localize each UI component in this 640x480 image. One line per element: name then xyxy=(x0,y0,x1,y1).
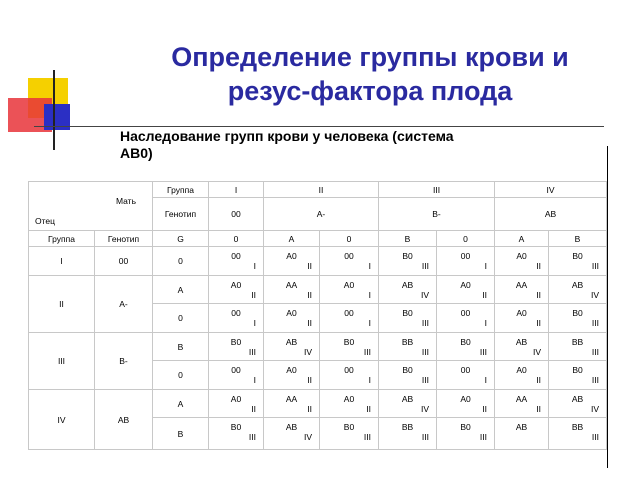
offspring-group: III xyxy=(363,432,372,442)
father-gamete: 0 xyxy=(153,361,209,390)
offspring-cell xyxy=(264,304,320,333)
offspring-cell xyxy=(379,390,437,418)
offspring-cell xyxy=(437,276,495,304)
offspring-genotype: A0 xyxy=(516,365,527,375)
offspring-group: III xyxy=(479,432,488,442)
offspring-genotype: A0 xyxy=(516,251,527,261)
offspring-cell xyxy=(495,247,549,276)
offspring-genotype: BB xyxy=(401,337,414,347)
offspring-cell xyxy=(320,418,379,450)
offspring-group: IV xyxy=(532,347,542,357)
offspring-cell xyxy=(320,333,379,361)
offspring-genotype: A0 xyxy=(230,394,242,404)
offspring-group: I xyxy=(368,375,372,385)
offspring-group: II xyxy=(536,318,542,328)
offspring-genotype: 00 xyxy=(460,251,471,261)
offspring-group: I xyxy=(484,318,488,328)
offspring-genotype: AB xyxy=(571,280,584,290)
offspring-group: IV xyxy=(590,290,600,300)
offspring-group: II xyxy=(307,261,312,271)
offspring-genotype: 00 xyxy=(231,251,241,261)
offspring-genotype: 00 xyxy=(231,365,241,375)
father-genotype-III: B- xyxy=(95,333,153,390)
offspring-genotype: A0 xyxy=(286,365,297,375)
offspring-genotype: AB xyxy=(401,394,414,404)
father-group-III: III xyxy=(29,333,95,390)
title-line-2: резус-фактора плода xyxy=(227,76,513,106)
offspring-group: III xyxy=(421,347,430,357)
offspring-group: IV xyxy=(303,347,312,357)
offspring-genotype: AB xyxy=(285,337,298,347)
offspring-cell xyxy=(264,247,320,276)
mother-genotype-IV: AB xyxy=(495,198,607,231)
offspring-group: II xyxy=(307,375,312,385)
offspring-genotype: A0 xyxy=(460,280,471,290)
mother-genotype-II: A- xyxy=(264,198,379,231)
offspring-group: II xyxy=(536,290,542,300)
offspring-genotype: A0 xyxy=(286,251,297,261)
offspring-group: IV xyxy=(420,404,430,414)
offspring-genotype: B0 xyxy=(402,308,413,318)
offspring-genotype: AA xyxy=(515,280,528,290)
father-group-IV: IV xyxy=(29,390,95,450)
offspring-genotype: AB xyxy=(285,422,298,432)
offspring-cell xyxy=(495,333,549,361)
subtitle-line-2: АВ0) xyxy=(120,145,153,161)
offspring-cell xyxy=(495,304,549,333)
offspring-cell xyxy=(264,418,320,450)
offspring-cell xyxy=(320,304,379,333)
offspring-group: III xyxy=(421,261,430,271)
offspring-genotype: AB xyxy=(515,422,528,432)
mother-gamete: A xyxy=(495,231,549,247)
offspring-group: II xyxy=(536,404,542,414)
offspring-cell xyxy=(264,390,320,418)
offspring-genotype: 00 xyxy=(344,308,354,318)
offspring-group: III xyxy=(421,432,430,442)
offspring-cell xyxy=(549,390,607,418)
father-gamete: B xyxy=(153,333,209,361)
offspring-group: II xyxy=(482,404,488,414)
offspring-cell xyxy=(379,333,437,361)
offspring-genotype: 00 xyxy=(460,365,471,375)
offspring-group: IV xyxy=(590,404,600,414)
offspring-cell xyxy=(437,304,495,333)
offspring-cell xyxy=(209,418,264,450)
offspring-group: III xyxy=(479,347,488,357)
offspring-genotype: B0 xyxy=(572,308,583,318)
mother-group-II: II xyxy=(264,182,379,198)
father-gamete: B xyxy=(153,418,209,450)
offspring-genotype: AA xyxy=(285,394,298,404)
offspring-group: I xyxy=(253,375,256,385)
offspring-genotype: 00 xyxy=(344,251,354,261)
offspring-genotype: AA xyxy=(515,394,528,404)
mother-genotype-III: B- xyxy=(379,198,495,231)
mother-group-I: I xyxy=(209,182,264,198)
father-genotype-I: 00 xyxy=(95,247,153,276)
father-label: Отец xyxy=(35,216,56,226)
offspring-cell xyxy=(495,361,549,390)
offspring-group: III xyxy=(363,347,372,357)
mother-group-IV: IV xyxy=(495,182,607,198)
offspring-genotype: B0 xyxy=(572,251,583,261)
right-divider-line xyxy=(607,146,608,468)
father-gamete: 0 xyxy=(153,247,209,276)
mother-gamete: A xyxy=(264,231,320,247)
offspring-group: II xyxy=(482,290,488,300)
offspring-genotype: B0 xyxy=(460,422,471,432)
offspring-genotype: AB xyxy=(571,394,584,404)
decor-horizontal-line xyxy=(34,126,604,127)
offspring-genotype: A0 xyxy=(343,394,355,404)
mother-gamete: 0 xyxy=(209,231,264,247)
offspring-genotype: 00 xyxy=(460,308,471,318)
father-genotype-header: Генотип xyxy=(95,231,153,247)
offspring-group: III xyxy=(591,432,600,442)
decor-vertical-line xyxy=(53,70,55,150)
offspring-cell xyxy=(495,276,549,304)
offspring-cell xyxy=(209,361,264,390)
offspring-cell xyxy=(379,276,437,304)
subtitle-line-1: Наследование групп крови у человека (система xyxy=(120,128,454,144)
offspring-group: II xyxy=(366,404,372,414)
offspring-cell xyxy=(549,361,607,390)
offspring-group: III xyxy=(421,375,430,385)
offspring-genotype: B0 xyxy=(402,365,413,375)
offspring-genotype: AA xyxy=(285,280,298,290)
offspring-cell xyxy=(379,304,437,333)
offspring-group: III xyxy=(591,375,600,385)
offspring-group: II xyxy=(251,290,256,300)
offspring-genotype: AB xyxy=(401,280,414,290)
father-genotype-IV: AB xyxy=(95,390,153,450)
offspring-group: III xyxy=(591,347,600,357)
offspring-cell xyxy=(495,418,549,450)
offspring-cell xyxy=(320,247,379,276)
offspring-cell xyxy=(549,304,607,333)
mother-label: Мать xyxy=(115,196,136,206)
offspring-genotype: B0 xyxy=(230,422,242,432)
offspring-cell xyxy=(549,247,607,276)
offspring-cell xyxy=(379,361,437,390)
slide-title xyxy=(110,40,630,108)
mother-group-III: III xyxy=(379,182,495,198)
offspring-group: II xyxy=(536,261,542,271)
offspring-cell xyxy=(209,276,264,304)
offspring-group: I xyxy=(253,318,256,328)
offspring-cell xyxy=(320,276,379,304)
offspring-cell xyxy=(264,361,320,390)
father-group-II: II xyxy=(29,276,95,333)
offspring-group: IV xyxy=(303,432,312,442)
offspring-cell xyxy=(379,247,437,276)
offspring-group: II xyxy=(536,375,542,385)
father-genotype-II: A- xyxy=(95,276,153,333)
offspring-genotype: B0 xyxy=(230,337,242,347)
offspring-group: III xyxy=(591,318,600,328)
offspring-cell xyxy=(209,304,264,333)
mother-gamete: 0 xyxy=(437,231,495,247)
offspring-cell xyxy=(209,247,264,276)
offspring-genotype: BB xyxy=(571,422,584,432)
offspring-group: III xyxy=(591,261,600,271)
offspring-group: I xyxy=(368,261,372,271)
offspring-cell xyxy=(437,247,495,276)
mother-gamete: B xyxy=(549,231,607,247)
offspring-genotype: B0 xyxy=(343,337,355,347)
father-group-I: I xyxy=(29,247,95,276)
offspring-cell xyxy=(264,276,320,304)
offspring-cell xyxy=(549,418,607,450)
mother-genotype-header: Генотип xyxy=(153,198,209,231)
offspring-group: II xyxy=(307,290,312,300)
offspring-genotype: B0 xyxy=(343,422,355,432)
offspring-group: III xyxy=(248,432,256,442)
offspring-genotype: AB xyxy=(515,337,528,347)
offspring-cell xyxy=(437,390,495,418)
offspring-group: II xyxy=(251,404,256,414)
mother-genotype-I: 00 xyxy=(209,198,264,231)
offspring-group: III xyxy=(248,347,256,357)
offspring-group: II xyxy=(307,318,312,328)
offspring-cell xyxy=(437,418,495,450)
offspring-genotype: A0 xyxy=(230,280,242,290)
corner-header-cell xyxy=(29,182,153,231)
offspring-genotype: 00 xyxy=(231,308,241,318)
offspring-cell xyxy=(549,333,607,361)
offspring-genotype: A0 xyxy=(516,308,527,318)
offspring-genotype: B0 xyxy=(402,251,413,261)
offspring-genotype: BB xyxy=(571,337,584,347)
offspring-group: III xyxy=(421,318,430,328)
mother-gamete: 0 xyxy=(320,231,379,247)
offspring-cell xyxy=(209,390,264,418)
gamete-header: G xyxy=(153,231,209,247)
offspring-cell xyxy=(320,361,379,390)
offspring-cell xyxy=(320,390,379,418)
father-gamete: A xyxy=(153,276,209,304)
offspring-genotype: B0 xyxy=(460,337,471,347)
offspring-genotype: A0 xyxy=(460,394,471,404)
offspring-group: I xyxy=(368,290,372,300)
offspring-group: II xyxy=(307,404,312,414)
offspring-genotype: A0 xyxy=(286,308,297,318)
offspring-group: I xyxy=(368,318,372,328)
title-line-1: Определение группы крови и xyxy=(171,42,569,72)
father-group-header: Группа xyxy=(29,231,95,247)
offspring-cell xyxy=(437,333,495,361)
offspring-cell xyxy=(495,390,549,418)
mother-group-header: Группа xyxy=(153,182,209,198)
offspring-genotype: A0 xyxy=(343,280,355,290)
offspring-group: IV xyxy=(420,290,430,300)
slide-subtitle xyxy=(120,128,520,162)
offspring-cell xyxy=(437,361,495,390)
inheritance-table xyxy=(28,181,607,450)
offspring-cell xyxy=(379,418,437,450)
father-gamete: A xyxy=(153,390,209,418)
mother-gamete: B xyxy=(379,231,437,247)
offspring-genotype: BB xyxy=(401,422,414,432)
offspring-cell xyxy=(209,333,264,361)
offspring-genotype: B0 xyxy=(572,365,583,375)
offspring-cell xyxy=(264,333,320,361)
offspring-group: I xyxy=(484,261,488,271)
offspring-group: I xyxy=(484,375,488,385)
father-gamete: 0 xyxy=(153,304,209,333)
offspring-genotype: 00 xyxy=(344,365,354,375)
offspring-group: I xyxy=(253,261,256,271)
offspring-cell xyxy=(549,276,607,304)
